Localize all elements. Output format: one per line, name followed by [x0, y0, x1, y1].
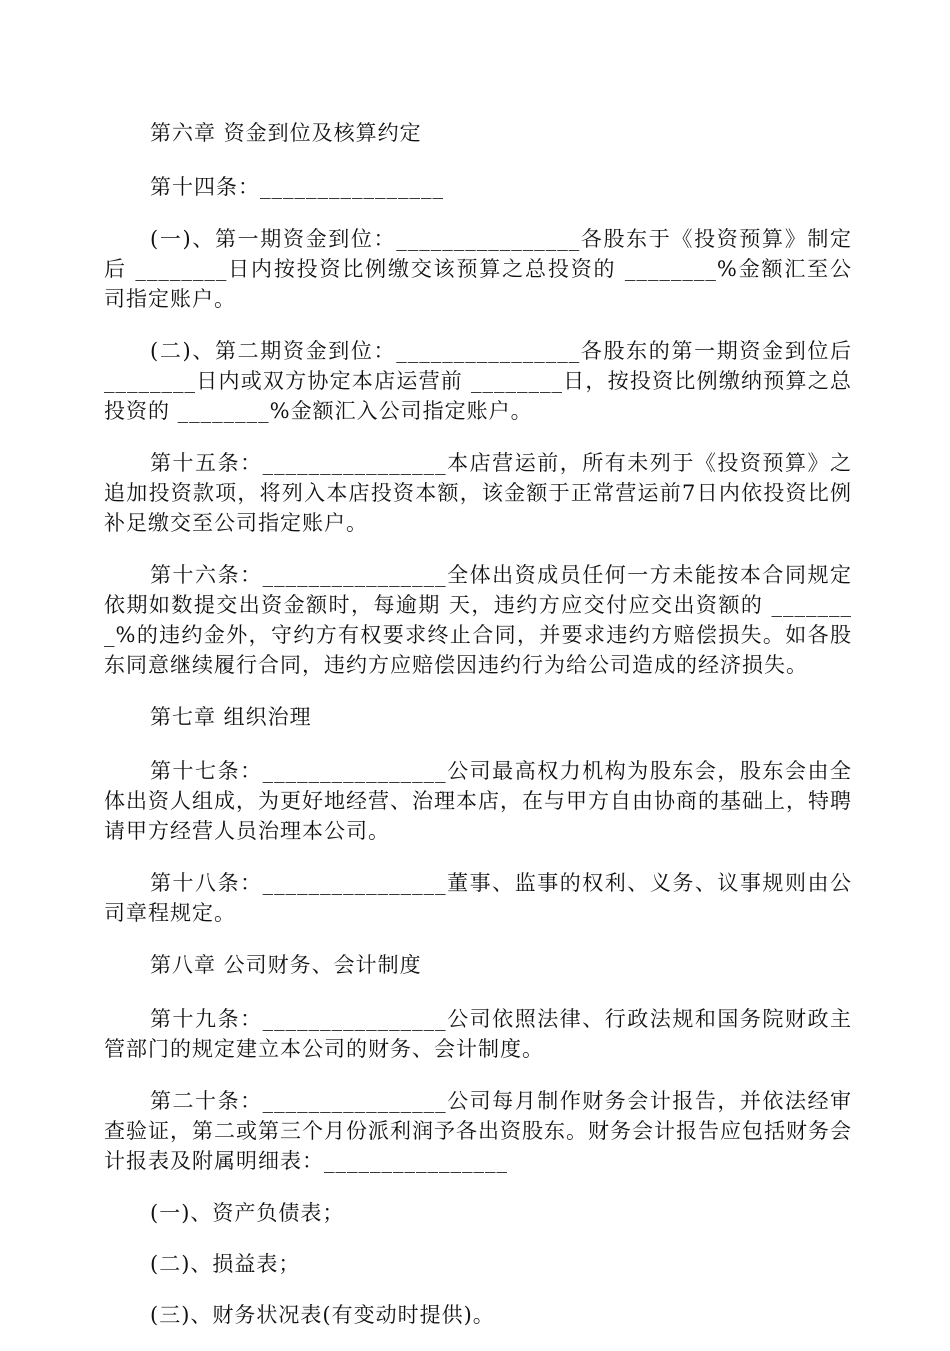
- article-14-item-1: (一)、第一期资金到位：________________各股东于《投资预算》制定后 ________日内按投资比例缴交该预算之总投资的 ________%金额汇至公司指定账户。: [104, 227, 852, 311]
- article-19: 第十九条：________________公司依照法律、行政法规和国务院财政主管部门的规定建立本公司的财务、会计制度。: [104, 1007, 852, 1061]
- report-item-financial-position: (三)、财务状况表(有变动时提供)。: [150, 1303, 495, 1327]
- article-20: 第二十条：________________公司每月制作财务会计报告，并依法经审查验证，第二或第三个月份派利润予各出资股东。财务会计报告应包括财务会计报表及附属明细表：________________: [104, 1089, 852, 1173]
- chapter-6-heading: 第六章 资金到位及核算约定: [150, 121, 422, 145]
- document-page: [104, 118, 852, 1351]
- chapter-7-heading: 第七章 组织治理: [150, 705, 312, 729]
- report-item-balance-sheet: (一)、资产负债表；: [150, 1201, 345, 1225]
- chapter-8-heading: 第八章 公司财务、会计制度: [150, 953, 422, 977]
- article-18: 第十八条：________________董事、监事的权利、义务、议事规则由公司章程规定。: [104, 871, 852, 925]
- article-16: 第十六条：________________全体出资成员任何一方未能按本合同规定依期如数提交出资金额时，每逾期 天，违约方应交付应交出资额的 ________%的违约金外，守约方有权要求终止合同，并要求违约方赔偿损失。如各股东同意继续履行合同，违约方应赔偿因违约行为给公司造成的经济损失。: [104, 563, 852, 677]
- article-14: 第十四条：________________: [150, 175, 444, 199]
- article-17: 第十七条：________________公司最高权力机构为股东会，股东会由全体出资人组成，为更好地经营、治理本店，在与甲方自由协商的基础上，特聘请甲方经营人员治理本公司。: [104, 759, 852, 843]
- article-14-item-2: (二)、第二期资金到位：________________各股东的第一期资金到位后 ________日内或双方协定本店运营前 ________日，按投资比例缴纳预算之总投资的 ________%金额汇入公司指定账户。: [104, 339, 852, 423]
- report-item-income-statement: (二)、损益表；: [150, 1252, 301, 1276]
- article-15: 第十五条：________________本店营运前，所有未列于《投资预算》之追加投资款项，将列入本店投资本额，该金额于正常营运前7日内依投资比例补足缴交至公司指定账户。: [104, 451, 852, 535]
